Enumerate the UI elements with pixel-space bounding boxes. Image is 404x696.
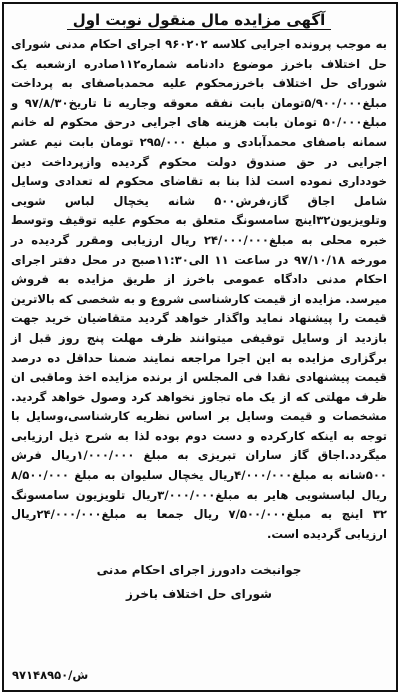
- notice-body: به موجب پرونده اجرایی کلاسه ۹۶۰۲۰۲ اجرای احکام مدنی شورای حل اختلاف باخرز موضوع دادنامه شماره۱۱۲صادره ازشعبه یک شورای حل اختلاف باخرزمحکوم علیه محمدباصفای به پرداخت مبلغ۵/۹۰۰/۰۰۰تومان بابت نفقه معوقه وجاریه تا تاریخ۹۷/۸/۳۰ و مبلغ۵۰/۰۰۰ تومان بابت هزینه های اجرایی درحق محکوم له خانم سمانه باصفای محمدآبادی و مبلغ ۲۹۵/۰۰۰ تومان بابت نیم عشر اجرایی در حق صندوق دولت محکوم گردیده وازپرداخت دین خودداری نموده است لذا بنا به تقاضای محکوم له تعدادی وسایل شامل اجاق گاز،فرش۵۰۰ شانه یخچال لباس شویی وتلویزیون۳۲اینچ سامسونگ متعلق به محکوم علیه توقیف وتوسط خبره محلی به مبلغ۲۴/۰۰۰/۰۰۰ ریال ارزیابی ومقرر گردیده در مورخه ۹۷/۱۰/۱۸ در ساعت ۱۱ الی۱۱:۳۰صبح در محل دفتر اجرای احکام مدنی دادگاه عمومی باخرز از طریق مزایده به فروش میرسد. مزایده از قیمت کارشناسی شروع و به شخصی که بالاترین قیمت را پیشنهاد نماید واگذار خواهد گردید متقاضیان خرید جهت بازدید از وسایل توقیفی میتوانند ظرف مهلت پنج روز قبل از برگزاری مزایده به این اجرا مراجعه نمایند ضمنا حداقل ده درصد قیمت پیشنهادی نقدا فی المجلس از برنده مزایده اخذ وماقبی ان ظرف مهلتی که از یک ماه تجاوز نخواهد کرد وصول خواهد گردید. مشخصات و قیمت وسایل بر اساس نظریه کارشناسی،وسایل با توجه به اینکه کارکرده و دست دوم بوده لذا به شرح ذیل ارزیابی میگردد.اجاق گاز ساران تبریزی به مبلغ ۱/۰۰۰/۰۰۰ریال فرش ۵۰۰شانه به مبلغ۴/۰۰۰/۰۰۰ریال یخچال سلیوان به مبلغ ۸/۵۰۰/۰۰۰ ریال لباسشویی هایر به مبلغ۳/۰۰۰/۰۰۰ریال تلویزیون سامسونگ ۳۲ اینچ به مبلغ۷/۵۰۰/۰۰۰ ریال جمعا به مبلغ۲۴/۰۰۰/۰۰۰ریال ارزیابی گردیده است.: [11, 37, 388, 541]
- signature-name: جوانبخت دادورز اجرای احکام مدنی: [96, 563, 302, 578]
- signature-office: شورای حل اختلاف باخرز: [126, 587, 272, 602]
- notice-frame: [2, 2, 398, 692]
- notice-title: [11, 11, 387, 29]
- notice-content: [4, 4, 396, 606]
- notice-code: ۹۷۱۴۸۹۵۰/ش: [12, 668, 89, 682]
- notice-title-text: آگهی مزایده مال منقول نوبت اول: [67, 11, 332, 30]
- signature-block: [11, 558, 387, 606]
